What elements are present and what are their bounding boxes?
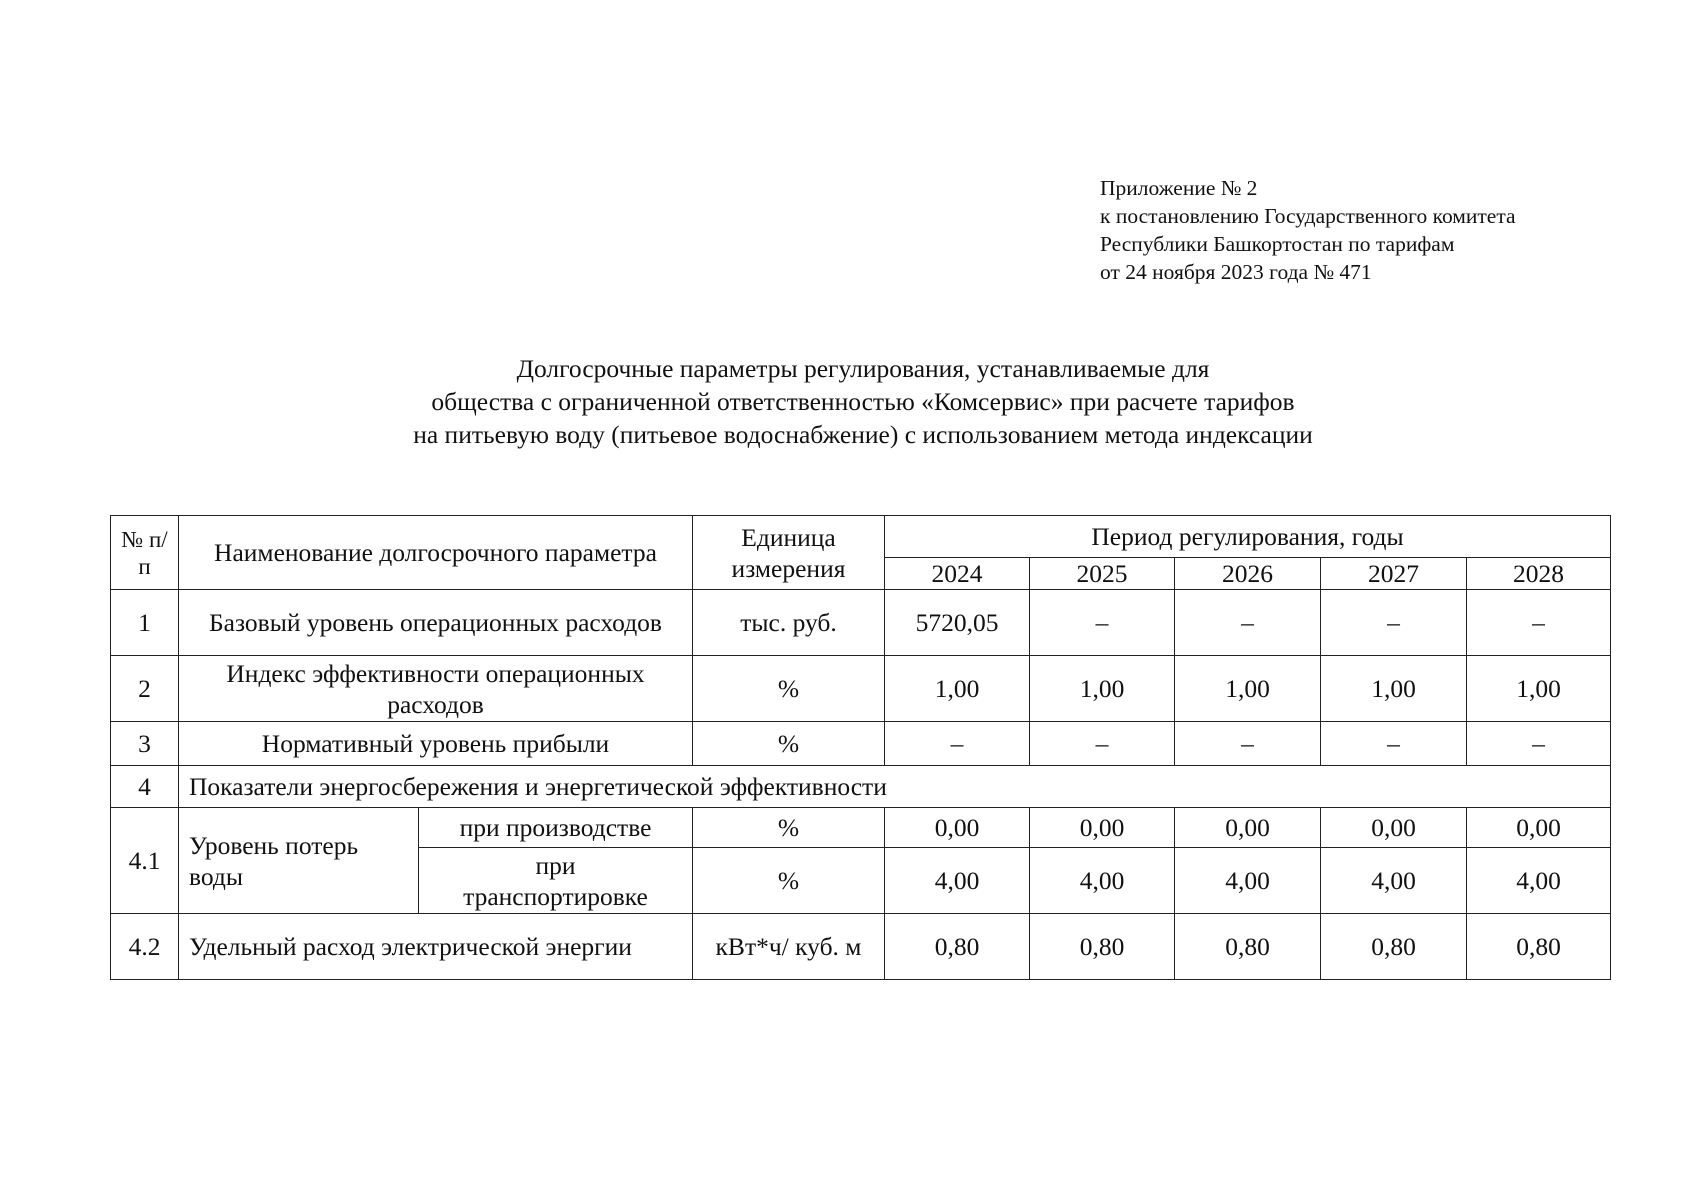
row-num: 4: [111, 766, 179, 808]
row-num: 1: [111, 590, 179, 656]
row-value: 0,80: [1175, 914, 1321, 980]
row-name: Базовый уровень операционных расходов: [179, 590, 693, 656]
table-row: [111, 766, 1611, 808]
row-value: 1,00: [1467, 656, 1611, 722]
header-row: [111, 516, 1611, 558]
row-subname: при транспортировке: [419, 848, 693, 914]
header-period: Период регулирования, годы: [885, 516, 1611, 558]
row-value: 4,00: [1321, 848, 1467, 914]
row-value: 5720,05: [885, 590, 1030, 656]
table-row: [111, 914, 1611, 980]
header-year: 2027: [1321, 558, 1467, 590]
table-row: [111, 722, 1611, 766]
row-value: 0,80: [1030, 914, 1175, 980]
header-num: № п/п: [111, 516, 179, 590]
row-unit: тыс. руб.: [693, 590, 885, 656]
row-value: 4,00: [885, 848, 1030, 914]
document-title: [100, 352, 1626, 451]
header-name: Наименование долгосрочного параметра: [179, 516, 693, 590]
row-value: –: [1030, 590, 1175, 656]
title-line: общества с ограниченной ответственностью «Комсервис» при расчете тарифов: [431, 387, 1295, 416]
appendix-block: [1100, 174, 1516, 286]
row-value: –: [1467, 722, 1611, 766]
row-value: –: [1321, 722, 1467, 766]
appendix-line: Приложение № 2: [1100, 176, 1258, 200]
row-num: 2: [111, 656, 179, 722]
row-value: 4,00: [1467, 848, 1611, 914]
row-value: –: [1030, 722, 1175, 766]
row-value: –: [1321, 590, 1467, 656]
parameters-table: [110, 515, 1611, 980]
row-value: –: [1467, 590, 1611, 656]
row-value: –: [1175, 722, 1321, 766]
table-row: [111, 808, 1611, 848]
header-year: 2025: [1030, 558, 1175, 590]
row-value: 4,00: [1175, 848, 1321, 914]
row-value: 0,80: [885, 914, 1030, 980]
row-value: 0,00: [1321, 808, 1467, 848]
row-name: Удельный расход электрической энергии: [179, 914, 693, 980]
row-value: –: [885, 722, 1030, 766]
row-value: 0,00: [1175, 808, 1321, 848]
row-num: 4.2: [111, 914, 179, 980]
row-name: Уровень потерь воды: [179, 808, 419, 914]
header-year: 2024: [885, 558, 1030, 590]
title-line: Долгосрочные параметры регулирования, устанавливаемые для: [516, 354, 1210, 383]
row-name: Индекс эффективности операционных расходов: [179, 656, 693, 722]
row-name: Нормативный уровень прибыли: [179, 722, 693, 766]
table-row: [111, 590, 1611, 656]
table-row: [111, 656, 1611, 722]
appendix-line: Республики Башкортостан по тарифам: [1100, 232, 1455, 256]
row-unit: кВт*ч/ куб. м: [693, 914, 885, 980]
row-value: 0,00: [1467, 808, 1611, 848]
row-unit: %: [693, 848, 885, 914]
row-value: 0,80: [1467, 914, 1611, 980]
row-num: 3: [111, 722, 179, 766]
header-year: 2026: [1175, 558, 1321, 590]
row-value: 1,00: [1030, 656, 1175, 722]
row-unit: %: [693, 808, 885, 848]
appendix-line: к постановлению Государственного комитета: [1100, 204, 1516, 228]
row-unit: %: [693, 656, 885, 722]
header-unit: Единица измерения: [693, 516, 885, 590]
row-value: 4,00: [1030, 848, 1175, 914]
appendix-line: от 24 ноября 2023 года № 471: [1100, 260, 1372, 284]
row-value: 0,00: [885, 808, 1030, 848]
row-value: 0,00: [1030, 808, 1175, 848]
header-year: 2028: [1467, 558, 1611, 590]
row-num: 4.1: [111, 808, 179, 914]
row-value: 1,00: [1175, 656, 1321, 722]
row-value: –: [1175, 590, 1321, 656]
row-value: 1,00: [885, 656, 1030, 722]
section-heading: Показатели энергосбережения и энергетической эффективности: [179, 766, 1611, 808]
row-subname: при производстве: [419, 808, 693, 848]
title-line: на питьевую воду (питьевое водоснабжение) с использованием метода индексации: [413, 420, 1313, 449]
row-unit: %: [693, 722, 885, 766]
row-value: 1,00: [1321, 656, 1467, 722]
row-value: 0,80: [1321, 914, 1467, 980]
